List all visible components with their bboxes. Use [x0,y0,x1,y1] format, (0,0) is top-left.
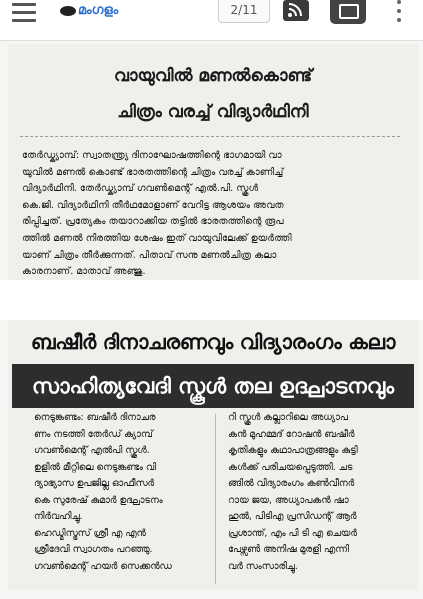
app-toolbar [0,0,423,41]
article2-left-column [34,410,210,575]
col-line: ശ്രീദേവി സ്വാഗതം പറഞ്ഞു. [34,544,153,555]
col-line: കെ സുരേഷ് കുമാർ ഉദ്ഘാടനം [34,494,163,506]
page-indicator[interactable]: 2/11 [218,0,270,23]
article2-headline-line2: സാഹിത്യവേദി സ്കൂൾ തല ഉദ്ഘാടനവും [12,364,414,408]
article2-headline-line1: ബഷീർ ദിനാചരണവും വിദ്യാരംഗം കലാ [30,330,396,354]
divider [20,136,400,137]
column-divider [215,414,216,584]
article2-right-column [228,410,416,575]
col-line: വർ സംസാരിച്ചു. [228,560,298,572]
more-vertical-icon[interactable] [397,0,403,27]
article1-body [22,148,407,281]
body-line: രിപ്പിച്ചത്. പ്രത്യേകം തയാറാക്കിയ തട്ടിൽ ഭാരതത്തിന്റെ രൂപ [22,216,284,228]
col-line: ഗവൺമെന്റ് ഹയർ സെക്കൻഡ [34,560,172,572]
col-line: കൃതികളും കഥാപാത്രങ്ങളും കുട്ടി [228,445,358,456]
col-line: കൻ മുഹമ്മദ് റോഷൻ ബഷീർ [228,428,355,440]
article-sand-art [8,44,418,280]
hamburger-menu-icon[interactable] [12,3,36,27]
article1-headline-line1: വായുവിൽ മണൽകൊണ്ട് [113,66,313,86]
col-line: നെടുങ്കണ്ടം: ബഷീർ ദിനാചര [34,412,156,423]
body-line: വിദ്യാർഥിനി. തേർഡ്ക്യാമ്പ് ഗവൺമെന്റ് എൽ.പി. സ്കൂൾ [22,183,259,195]
col-line: പേഴ്സൺ അനിഷ മുരളി എന്നി [228,544,349,555]
col-line: കൾക്ക് പരിചയപ്പെടുത്തി. ചട [228,461,353,473]
body-line: യുവിൽ മണൽ കൊണ്ട് ഭാരതത്തിന്റെ ചിത്രം വരച്ച് കാണിച്ച് [22,166,284,178]
article1-headline-line2: ചിത്രം വരച്ച് വിദ്യാർഥിനി [117,102,309,122]
body-line: യാണ് ചിത്രം തീർക്കുന്നത്. പിതാവ് സനു മണൽചിത്ര കലാ [22,249,277,261]
body-line: കാരനാണ്. മാതാവ് അഞ്ജു. [22,266,146,278]
rss-feed-icon[interactable] [282,0,310,22]
col-line: പ്രശാന്ത്, എം പി ടി എ ചെയർ [228,527,357,539]
col-line: ഉളിൽ മീറ്റിലെ നെടുങ്കണ്ടം വി [34,461,157,473]
mangalam-logo[interactable] [60,3,118,23]
col-line: നിർവഹിച്ചു. [34,511,83,522]
body-line: ത്തിൽ മണൽ നിരത്തിയ ശേഷം ഇത് വായുവിലേക്ക് ഉയർത്തി [22,232,292,244]
col-line: ങ്ങിൽ വിദ്യാരംഗം കൺവീനർ [228,478,355,489]
col-line: ഹുൽ, പിടിഎ പ്രസിഡന്റ് ആർ [228,511,357,522]
gallery-icon[interactable] [330,0,366,24]
col-line: ദ്യാഭ്യാസ ഉപജില്ല ഓഫീസർ [34,478,155,489]
separator-space [0,280,423,320]
col-line: റായ ജയ, അധ്യാപകൻ ഷാ [228,494,349,506]
col-line: റി സ്കൂൾ കല്ലാറിലെ അധ്യാപ [228,412,348,423]
col-line: ഗവൺമെന്റ് എൽപി സ്കൂൾ. [34,445,150,456]
col-line: ണം നടത്തി തേർഡ് ക്യാമ്പ് [34,428,153,440]
col-line: ഹെഡ്മിസ്ട്രസ് ശ്രീ എ എൻ [34,527,146,539]
body-line: തേർഡ്ക്യാമ്പ്: സ്വാതന്ത്ര്യ ദിനാഘോഷത്തിന്റെ ഭാഗമായി വാ [22,150,282,161]
body-line: കെ.ജി. വിദ്യാർഥിനി തീർഥമോളാണ് വേറിട്ട ആശയം അവത [22,199,284,211]
logo-text: മംഗളം [78,3,119,18]
article-basheer-day [8,320,418,590]
